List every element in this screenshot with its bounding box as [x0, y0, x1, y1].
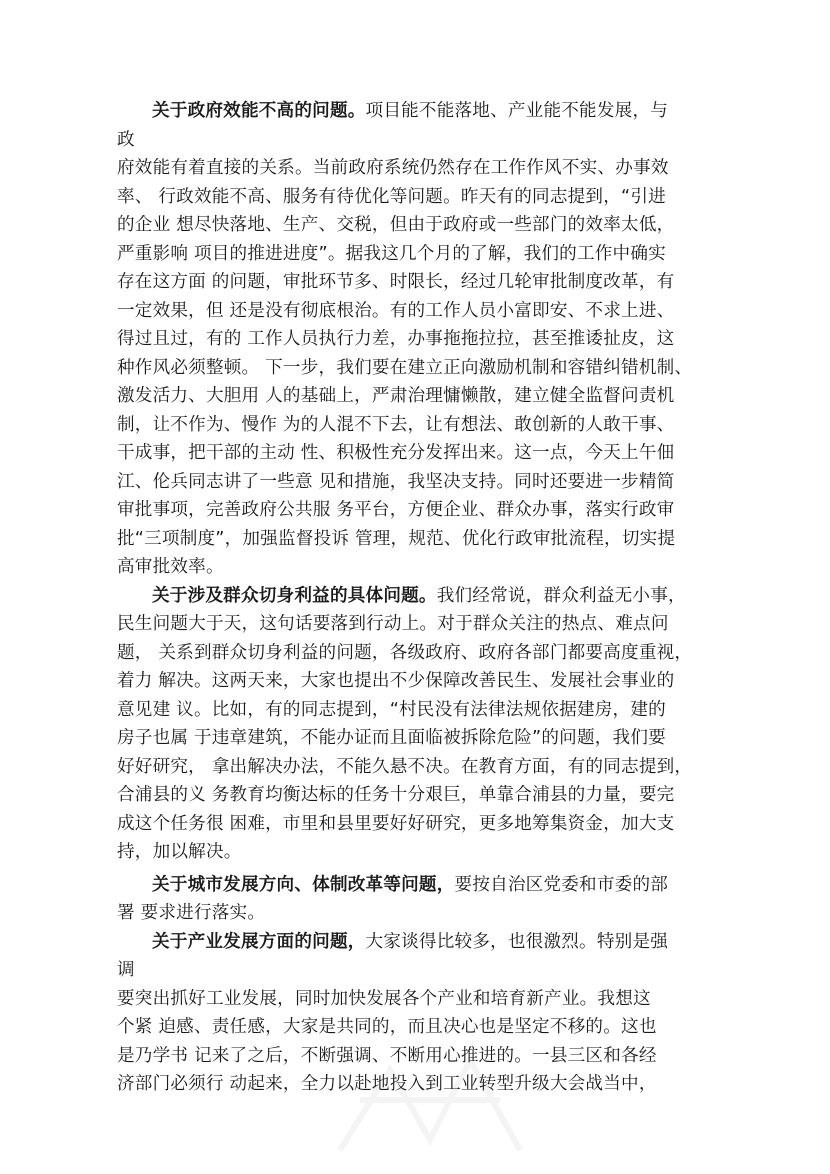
- text-line: 调: [117, 960, 135, 980]
- text-line: 的企业 想尽快落地、生产、交税，但由于政府或一些部门的效率太低，: [117, 215, 675, 235]
- text-line: 意见建 议。比如，有的同志提到，“村民没有法律法规依据建房，建的: [117, 699, 666, 720]
- text-line: 干成事，把干部的主动 性、积极性充分发挥出来。这一点，今天上午佃: [117, 443, 675, 463]
- text-line: [117, 928, 737, 957]
- text-line: 好好研究， 拿出解决办法，不能久悬不决。在教育方面，有的同志提到，: [117, 756, 693, 777]
- paragraph-heading: 关于城市发展方向、体制改革等问题，: [152, 874, 455, 895]
- text-line: 民生问题大于天，这句话要落到行动上。对于群众关注的热点、难点问: [117, 614, 669, 634]
- text-line: 审批事项，完善政府公共服 务平台，方便企业、群众办事，落实行政审: [117, 500, 675, 520]
- text-line: 一定效果，但 还是没有彻底根治。有的工作人员小富即安、不求上进、: [117, 300, 675, 321]
- line-text: 项目能不能落地、产业能不能发展，与: [365, 101, 669, 121]
- text-line: 署 要求进行落实。: [117, 903, 266, 923]
- text-line: 政: [117, 129, 135, 150]
- text-line: 府效能有着直接的关系。当前政府系统仍然存在工作作风不实、办事效: [117, 158, 669, 178]
- text-line: 得过且过，有的 工作人员执行力差，办事拖拖拉拉，甚至推诿扯皮，这: [117, 329, 675, 349]
- text-line: [117, 871, 737, 900]
- text-line: 个紧 迫感、责任感，大家是共同的，而且决心也是坚定不移的。这也: [117, 1017, 657, 1037]
- text-line: 济部门必须行 动起来，全力以赴地投入到工业转型升级大会战当中，: [117, 1074, 657, 1094]
- text-line: 合浦县的义 务教育均衡达标的任务十分艰巨，单靠合浦县的力量，要完: [117, 785, 675, 805]
- text-line: 高审批效率。: [117, 557, 224, 577]
- text-line: 批“三项制度”，加强监督投诉 管理，规范、优化行政审批流程，切实提: [117, 528, 676, 549]
- text-line: 着力 解决。这两天来，大家也提出不少保障改善民生、发展社会事业的: [117, 671, 675, 691]
- text-line: 持，加以解决。: [117, 842, 242, 862]
- paragraph-government-efficiency: [117, 97, 737, 582]
- text-line: 率、 行政效能不高、服务有待优化等问题。昨天有的同志提到，“引进: [117, 186, 666, 207]
- text-line: [117, 582, 737, 611]
- paragraph-heading: 关于政府效能不高的问题。: [152, 101, 366, 121]
- text-line: [117, 97, 737, 126]
- line-text: 大家谈得比较多，也很激烈。特别是强: [365, 931, 669, 952]
- paragraph-public-interests: [117, 582, 737, 867]
- text-line: 是乃学书 记来了之后，不断强调、不断用心推进的。一县三区和各经: [117, 1045, 657, 1066]
- text-line: 要突出抓好工业发展，同时加快发展各个产业和培育新产业。我想这: [117, 988, 651, 1009]
- text-line: 房子也属 于违章建筑，不能办证而且面临被拆除危险”的问题，我们要: [117, 728, 666, 748]
- text-line: 激发活力、大胆用 人的基础上，严肃治理慵懒散，建立健全监督问责机: [117, 386, 675, 406]
- line-text: 我们经常说，群众利益无小事，: [436, 585, 686, 606]
- text-line: 严重影响 项目的推进进度”。据我这几个月的了解，我们的工作中确实: [117, 243, 666, 264]
- text-line: 制，让不作为、慢作 为的人混不下去，让有想法、敢创新的人敢干事、: [117, 414, 675, 435]
- watermark-graphic: [300, 1040, 560, 1160]
- paragraph-heading: 关于涉及群众切身利益的具体问题。: [152, 585, 437, 606]
- document-body: [117, 97, 737, 1099]
- text-line: 成这个任务很 困难，市里和县里要好好研究，更多地筹集资金，加大支: [117, 813, 675, 834]
- text-line: 存在这方面 的问题，审批环节多、时限长，经过几轮审批制度改革，有: [117, 272, 675, 292]
- text-line: 种作风必须整顿。 下一步，我们要在建立正向激励机制和容错纠错机制、: [117, 357, 693, 378]
- text-line: 题， 关系到群众切身利益的问题，各级政府、政府各部门都要高度重视，: [117, 642, 693, 663]
- text-line: 江、伦兵同志讲了一些意 见和措施，我坚决支持。同时还要进一步精简: [117, 471, 675, 492]
- paragraph-urban-development: [117, 871, 737, 928]
- line-text: 要按自治区党委和市委的部: [454, 874, 669, 895]
- paragraph-heading: 关于产业发展方面的问题，: [152, 931, 366, 952]
